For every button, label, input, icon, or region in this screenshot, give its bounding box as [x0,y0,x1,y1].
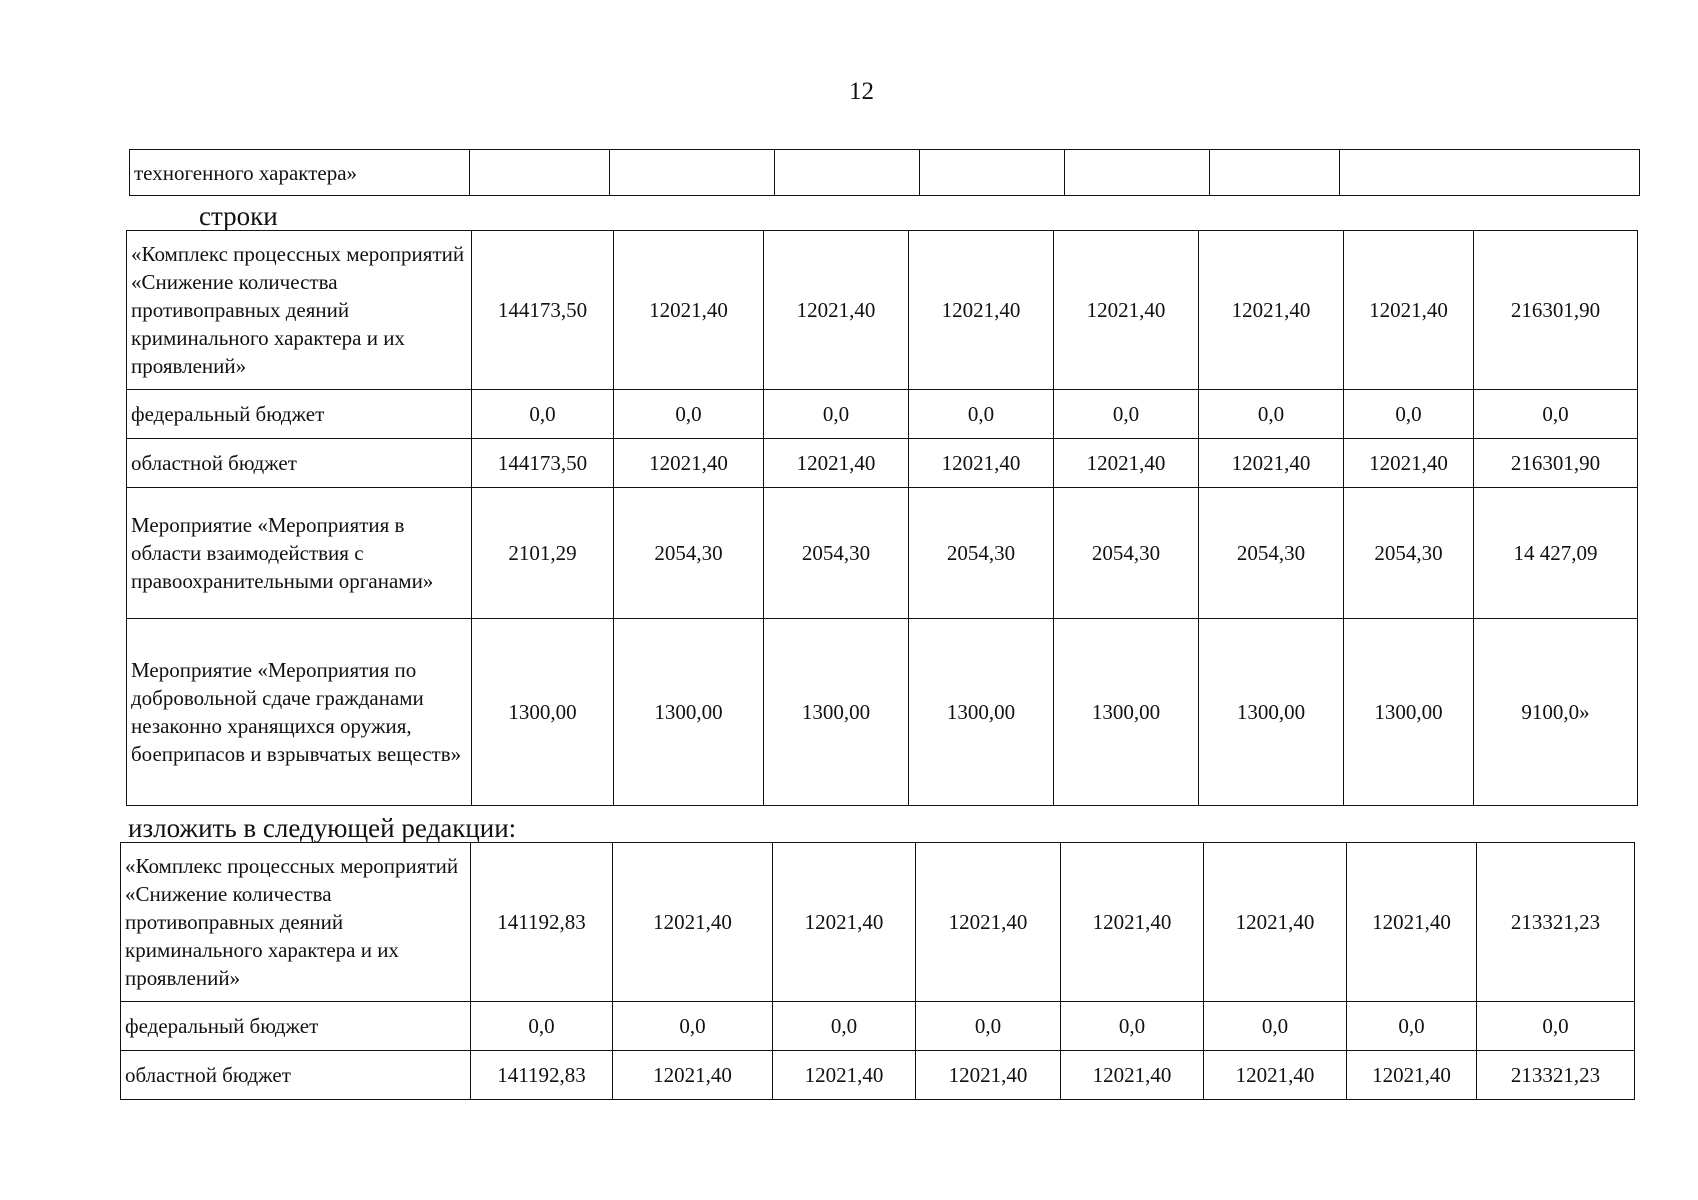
value-cell: 2101,29 [472,488,614,619]
row-label: техногенного характера» [130,150,470,196]
value-cell: 213321,23 [1477,1051,1635,1100]
row-label: областной бюджет [121,1051,471,1100]
caption-rows: строки [199,201,278,231]
new-rows-table [120,842,1635,1100]
value-cell: 12021,40 [1344,231,1474,390]
value-cell: 0,0 [1347,1002,1477,1051]
value-cell: 0,0 [916,1002,1061,1051]
value-cell: 12021,40 [1347,843,1477,1002]
row-label: «Комплекс процессных мероприятий «Снижение количества противоправных деяний криминального характера и их проявлений» [121,843,471,1002]
value-cell: 213321,23 [1477,843,1635,1002]
value-cell: 2054,30 [909,488,1054,619]
row-label: областной бюджет [127,439,472,488]
value-cell: 141192,83 [471,843,613,1002]
value-cell: 2054,30 [614,488,764,619]
value-cell: 144173,50 [472,439,614,488]
value-cell: 12021,40 [909,439,1054,488]
value-cell: 0,0 [1199,390,1344,439]
value-cell: 12021,40 [613,843,773,1002]
value-cell: 12021,40 [916,1051,1061,1100]
value-cell: 2054,30 [1054,488,1199,619]
table-row [127,231,1638,390]
value-cell: 9100,0» [1474,619,1638,806]
value-cell: 1300,00 [614,619,764,806]
value-cell: 12021,40 [764,231,909,390]
value-cell: 12021,40 [773,843,916,1002]
value-cell: 12021,40 [916,843,1061,1002]
row-label: Мероприятие «Мероприятия в области взаимодействия с правоохранительными органами» [127,488,472,619]
value-cell: 12021,40 [764,439,909,488]
value-cell: 12021,40 [613,1051,773,1100]
table-row [121,1002,1635,1051]
value-cell: 141192,83 [471,1051,613,1100]
value-cell: 144173,50 [472,231,614,390]
value-cell: 0,0 [764,390,909,439]
value-cell: 2054,30 [1344,488,1474,619]
value-cell: 0,0 [471,1002,613,1051]
value-cell: 0,0 [1344,390,1474,439]
table-row [127,619,1638,806]
table-row [127,439,1638,488]
value-cell: 0,0 [1477,1002,1635,1051]
value-cell: 12021,40 [1204,843,1347,1002]
page-number: 12 [849,78,874,105]
value-cell: 0,0 [472,390,614,439]
value-cell: 1300,00 [1344,619,1474,806]
value-cell: 12021,40 [1054,231,1199,390]
value-cell: 0,0 [1474,390,1638,439]
value-cell: 1300,00 [764,619,909,806]
value-cell: 0,0 [613,1002,773,1051]
value-cell: 216301,90 [1474,439,1638,488]
value-cell: 12021,40 [1054,439,1199,488]
caption-new-edition: изложить в следующей редакции: [128,813,517,843]
value-cell [610,150,775,196]
table-row [127,488,1638,619]
value-cell: 2054,30 [1199,488,1344,619]
value-cell [470,150,610,196]
continuation-table [129,149,1640,196]
value-cell: 14 427,09 [1474,488,1638,619]
value-cell: 0,0 [773,1002,916,1051]
value-cell [775,150,920,196]
value-cell: 2054,30 [764,488,909,619]
table-row [121,843,1635,1002]
table-row [121,1051,1635,1100]
value-cell: 1300,00 [1199,619,1344,806]
value-cell: 1300,00 [1054,619,1199,806]
table-row [130,150,1640,196]
row-label: федеральный бюджет [127,390,472,439]
value-cell: 1300,00 [909,619,1054,806]
value-cell: 12021,40 [1204,1051,1347,1100]
row-label: федеральный бюджет [121,1002,471,1051]
value-cell [1065,150,1210,196]
value-cell: 12021,40 [1061,843,1204,1002]
value-cell: 12021,40 [1199,231,1344,390]
value-cell: 12021,40 [614,231,764,390]
value-cell [1210,150,1340,196]
value-cell: 12021,40 [773,1051,916,1100]
value-cell: 12021,40 [909,231,1054,390]
value-cell: 12021,40 [614,439,764,488]
value-cell: 216301,90 [1474,231,1638,390]
value-cell: 1300,00 [472,619,614,806]
value-cell: 12021,40 [1061,1051,1204,1100]
value-cell: 0,0 [1204,1002,1347,1051]
value-cell: 12021,40 [1344,439,1474,488]
value-cell: 0,0 [1054,390,1199,439]
value-cell: 0,0 [909,390,1054,439]
value-cell: 12021,40 [1347,1051,1477,1100]
value-cell [1340,150,1640,196]
old-rows-table [126,230,1638,806]
value-cell [920,150,1065,196]
value-cell: 12021,40 [1199,439,1344,488]
value-cell: 0,0 [1061,1002,1204,1051]
value-cell: 0,0 [614,390,764,439]
row-label: «Комплекс процессных мероприятий «Снижение количества противоправных деяний криминального характера и их проявлений» [127,231,472,390]
row-label: Мероприятие «Мероприятия по добровольной сдаче гражданами незаконно хранящихся оружия, боеприпасов и взрывчатых веществ» [127,619,472,806]
table-row [127,390,1638,439]
